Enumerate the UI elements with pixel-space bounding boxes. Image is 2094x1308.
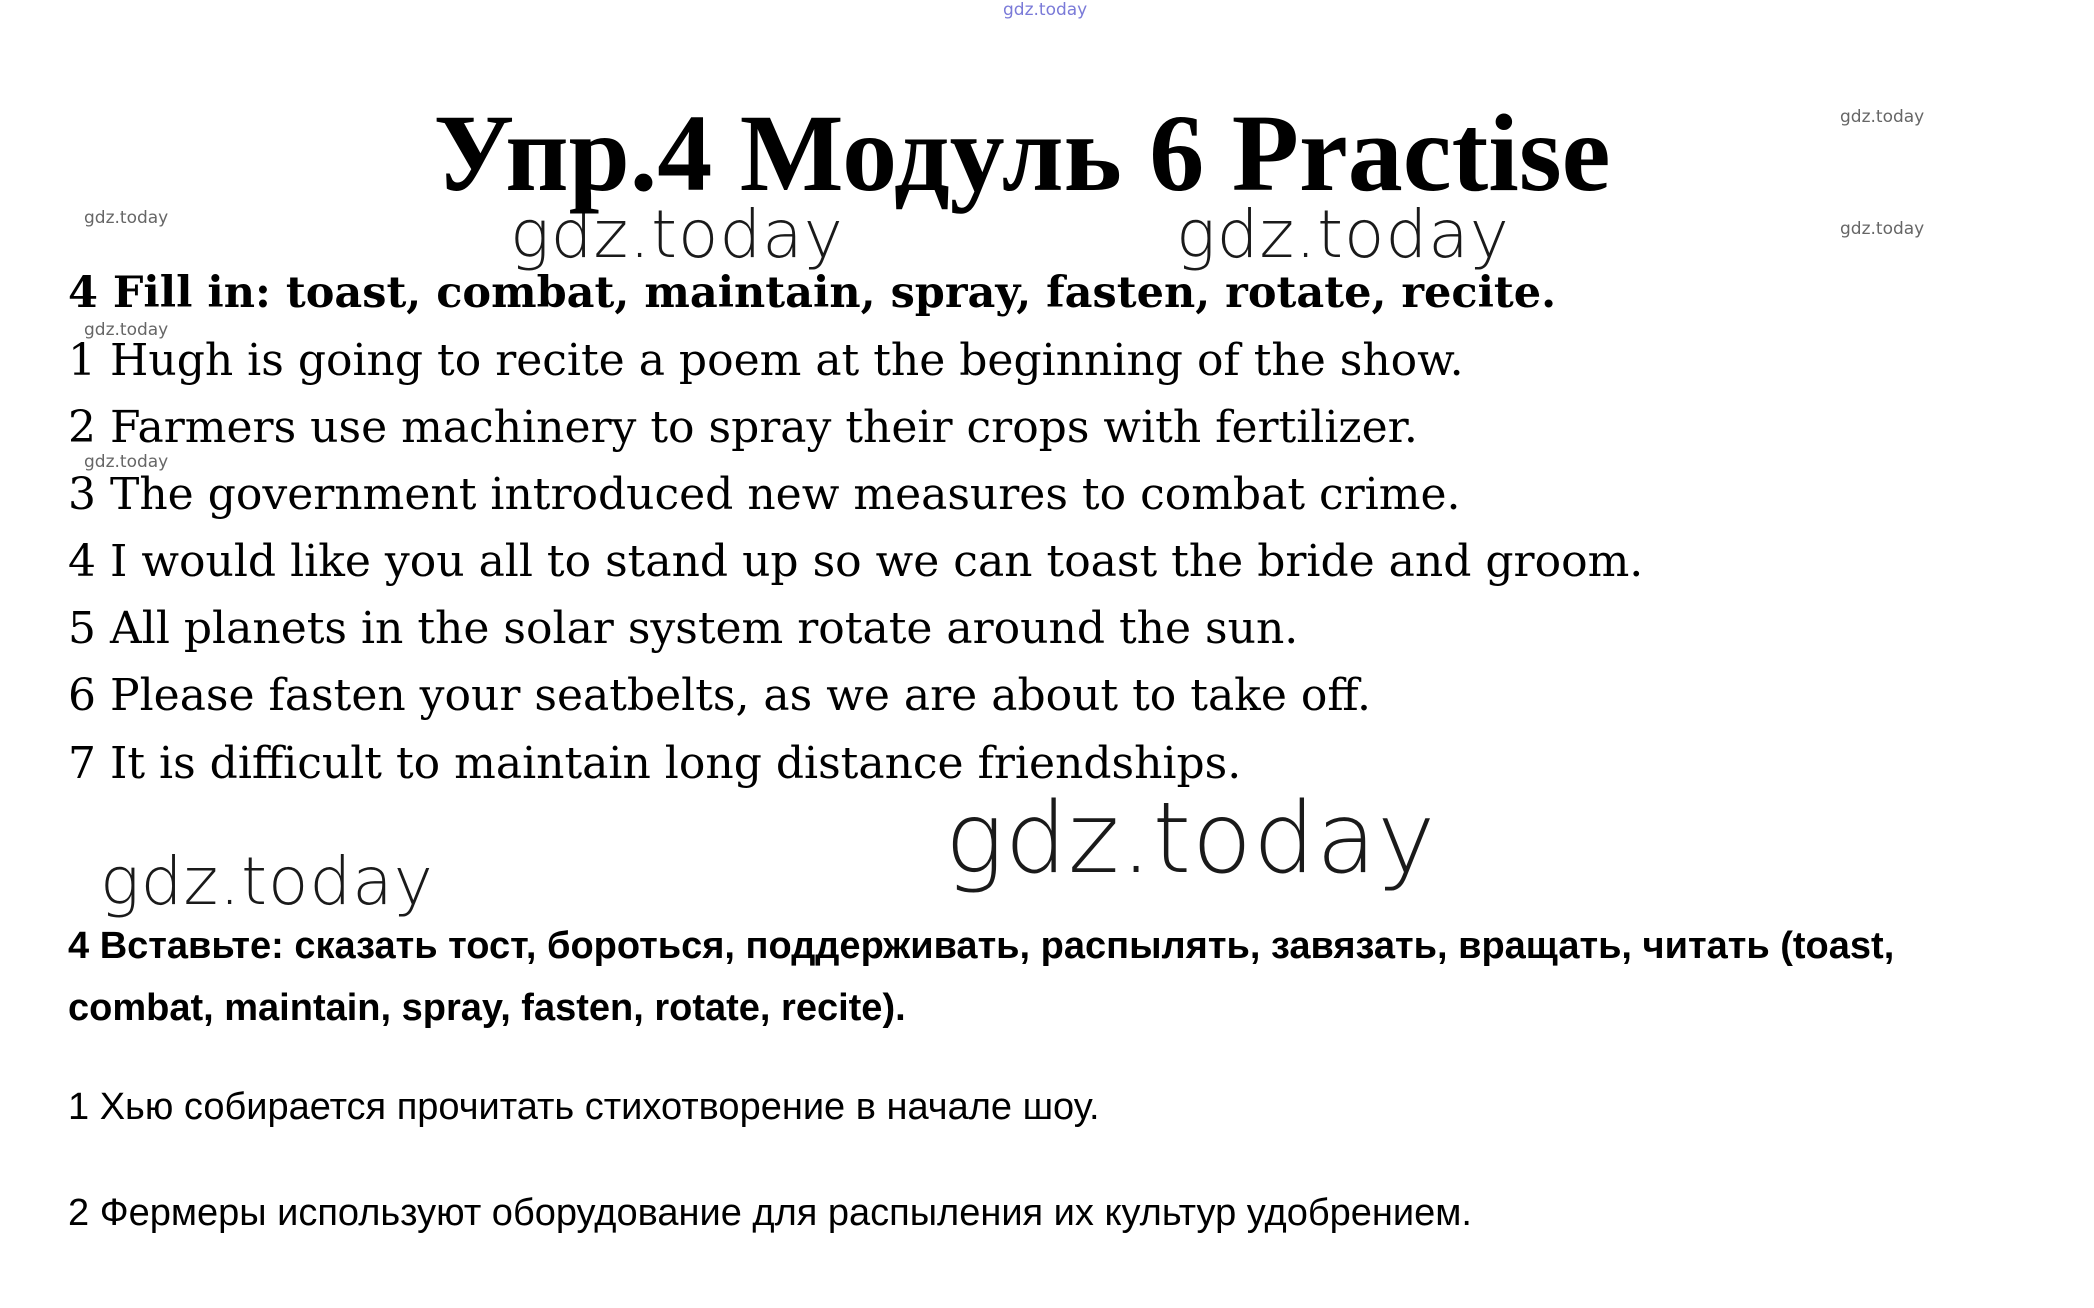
watermark-small: gdz.today <box>84 320 169 340</box>
english-line-7: 7 It is difficult to maintain long distance friendships. <box>68 738 1242 789</box>
watermark-top: gdz.today <box>1003 0 1088 20</box>
english-line-3: 3 The government introduced new measures to combat crime. <box>68 469 1461 520</box>
watermark-small: gdz.today <box>84 208 169 228</box>
watermark-large: gdz.today <box>1176 196 1510 273</box>
watermark-small: gdz.today <box>84 452 169 472</box>
english-line-5: 5 All planets in the solar system rotate around the sun. <box>68 603 1299 654</box>
english-line-2: 2 Farmers use machinery to spray their crops with fertilizer. <box>68 402 1418 453</box>
russian-line-2: 2 Фермеры используют оборудование для распыления их культур удобрением. <box>68 1192 1472 1234</box>
english-line-4: 4 I would like you all to stand up so we can toast the bride and groom. <box>68 536 1644 587</box>
watermark-large: gdz.today <box>100 843 434 920</box>
watermark-small: gdz.today <box>1840 107 1925 127</box>
watermark-large: gdz.today <box>510 196 844 273</box>
watermark-small: gdz.today <box>1840 219 1925 239</box>
page-title <box>0 93 2094 213</box>
english-line-6: 6 Please fasten your seatbelts, as we are about to take off. <box>68 670 1372 721</box>
watermark-large: gdz.today <box>945 782 1437 896</box>
page-title-text: Упр.4 Модуль 6 Practise <box>433 92 1611 214</box>
russian-line-1: 1 Хью собирается прочитать стихотворение в начале шоу. <box>68 1086 1100 1128</box>
english-heading: 4 Fill in: toast, combat, maintain, spray, fasten, rotate, recite. <box>68 268 1557 318</box>
russian-heading: 4 Вставьте: сказать тост, бороться, поддерживать, распылять, завязать, вращать, читать (toast, combat, maintain, spray, fasten, rotate, recite). <box>68 925 1895 1029</box>
english-line-1: 1 Hugh is going to recite a poem at the beginning of the show. <box>68 335 1464 386</box>
